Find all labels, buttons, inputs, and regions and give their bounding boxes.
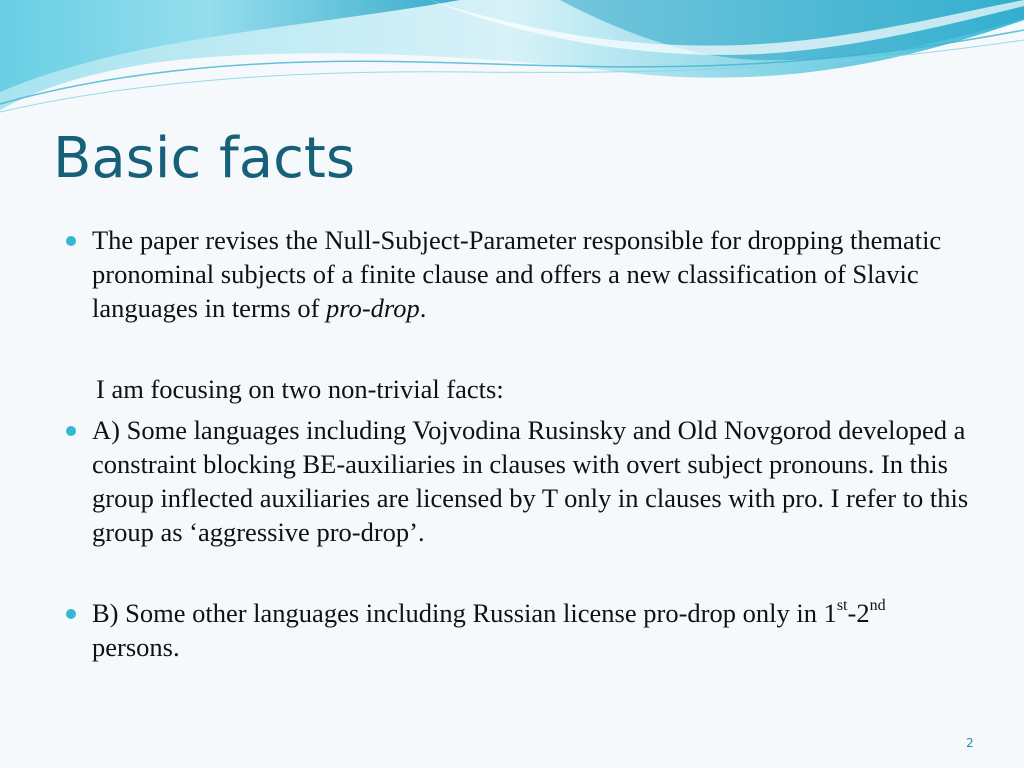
slide-number: 2 (966, 736, 974, 750)
bullet-icon (66, 426, 76, 436)
header-wave-decoration (0, 0, 1024, 130)
bullet-icon (66, 609, 76, 619)
bullet-paragraph-1 (64, 223, 974, 325)
p4-superscript-2: nd (869, 597, 886, 615)
slide-body (64, 223, 974, 664)
bullet-icon (66, 236, 76, 246)
p3-text: A) Some languages including Vojvodina Rusinsky and Old Novgorod developed a constraint blocking BE-auxiliaries in clauses with overt subject pronouns. In this group inflected auxiliaries are licensed by T only in clauses with pro. I refer to this group as ‘aggressive pro-drop’. (92, 415, 969, 547)
plain-paragraph (64, 372, 974, 406)
p1-emphasis: pro-drop (326, 293, 420, 323)
p1-end: . (419, 293, 427, 323)
p4-text: B) Some other languages including Russian license pro-drop only in 1 (92, 598, 837, 628)
p4-mid: -2 (847, 598, 870, 628)
bullet-paragraph-2 (64, 413, 974, 549)
p2-text: I am focusing on two non-trivial facts: (96, 374, 504, 404)
p1-text: The paper revises the Null-Subject-Parameter responsible for dropping thematic pronominal subjects of a finite clause and offers a new classification of Slavic languages in terms of (92, 225, 942, 323)
p4-end: persons. (92, 632, 180, 662)
p4-superscript-1: st (836, 597, 848, 615)
bullet-paragraph-3 (64, 596, 974, 664)
slide-title: Basic facts (53, 126, 356, 191)
